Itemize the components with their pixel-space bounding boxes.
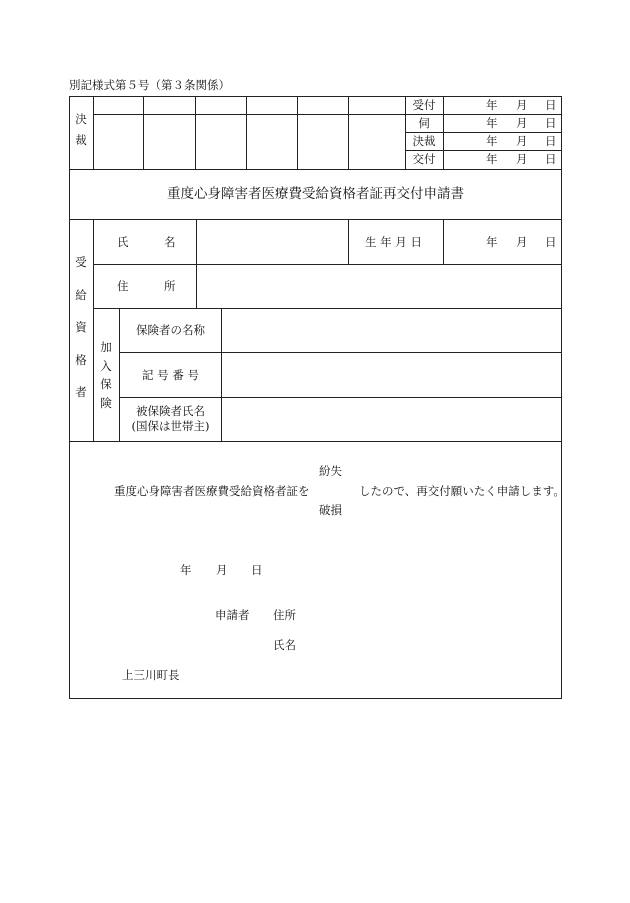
date-year: 年 [486, 152, 498, 166]
approval-row-label: 受付 [412, 98, 436, 112]
grid-line [119, 397, 562, 398]
date-month: 月 [516, 98, 528, 112]
grid-line [195, 96, 196, 169]
date-month: 月 [516, 116, 528, 130]
form-label: 別記様式第５号（第３条関係） [69, 78, 230, 92]
grid-line [69, 169, 562, 170]
grid-line [443, 219, 444, 264]
date-year: 年 [486, 235, 498, 249]
date-day: 日 [545, 116, 557, 130]
date-year: 年 [180, 563, 192, 577]
date-month: 月 [516, 235, 528, 249]
recipient-label: 受 給 資 格 者 [75, 255, 87, 399]
grid-line [221, 308, 222, 441]
grid-line [93, 264, 562, 265]
grid-line [405, 132, 562, 133]
grid-line [246, 96, 247, 169]
approval-row-label: 決裁 [412, 134, 436, 148]
grid-line [143, 96, 144, 169]
date-month: 月 [516, 134, 528, 148]
applicant-address-label: 住所 [273, 608, 296, 622]
name-label: 氏 [117, 235, 129, 249]
applicant-name-label: 氏名 [273, 638, 296, 652]
form-title: 重度心身障害者医療費受給資格者証再交付申請書 [167, 186, 464, 202]
statement-prefix: 重度心身障害者医療費受給資格者証を [114, 484, 310, 498]
grid-line [348, 96, 349, 169]
date-day: 日 [545, 235, 557, 249]
applicant-label: 申請者 [215, 608, 250, 622]
date-year: 年 [486, 134, 498, 148]
birth-date-label: 生 年 月 日 [365, 235, 422, 249]
address-label: 所 [164, 279, 176, 293]
grid-line [405, 114, 562, 115]
insured-name-note: (国保は世帯主) [131, 419, 210, 433]
date-year: 年 [486, 98, 498, 112]
insurance-label: 加 入 保 険 [100, 340, 112, 410]
grid-line [297, 96, 298, 169]
statement-suffix: したので、再交付願いたく申請します。 [359, 484, 565, 498]
date-month: 月 [216, 563, 228, 577]
date-day: 日 [545, 134, 557, 148]
date-day: 日 [251, 563, 263, 577]
grid-line [93, 114, 405, 115]
approval-row-label: 伺 [418, 116, 430, 130]
grid-line [93, 96, 94, 169]
option-damaged: 破損 [319, 503, 342, 517]
addressee: 上三川町長 [122, 668, 180, 682]
option-lost: 紛失 [319, 464, 342, 478]
grid-line [93, 308, 562, 309]
date-day: 日 [545, 98, 557, 112]
approval-label: 決 裁 [75, 112, 87, 147]
grid-line [69, 219, 562, 220]
symbol-number-label: 記 号 番 号 [142, 368, 199, 382]
grid-line [119, 352, 562, 353]
date-month: 月 [516, 152, 528, 166]
grid-line [69, 441, 562, 442]
date-day: 日 [545, 152, 557, 166]
date-year: 年 [486, 116, 498, 130]
approval-row-label: 交付 [412, 152, 436, 166]
insured-name-label: 被保険者氏名 [136, 404, 205, 418]
grid-line [348, 219, 349, 264]
grid-line [93, 219, 94, 441]
address-label: 住 [117, 279, 129, 293]
name-label: 名 [164, 235, 176, 249]
grid-line [405, 150, 562, 151]
insurer-name-label: 保険者の名称 [136, 323, 205, 337]
